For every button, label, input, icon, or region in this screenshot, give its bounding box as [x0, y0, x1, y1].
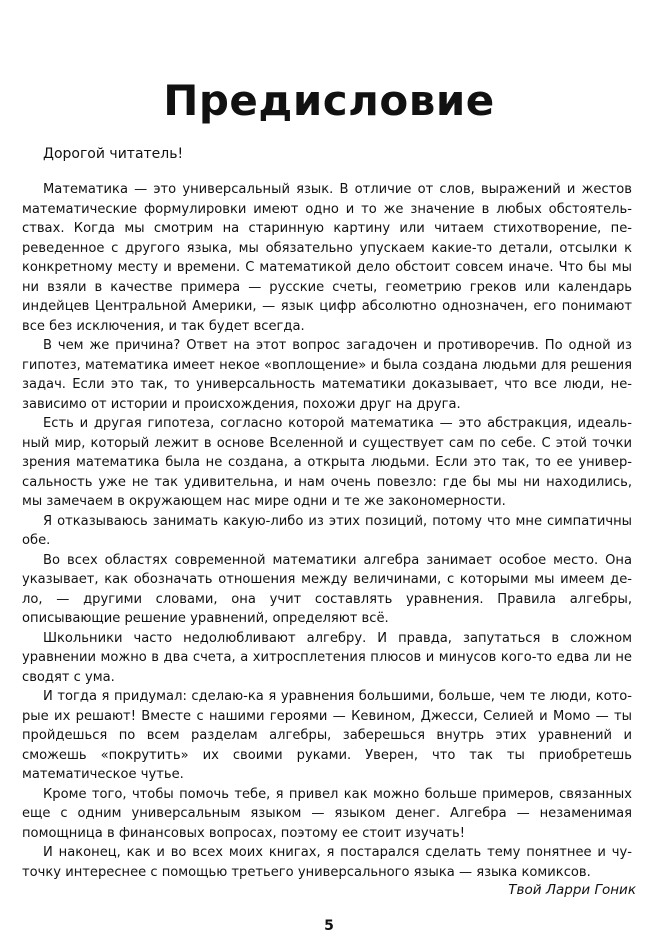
paragraph: И наконец, как и во всех моих книгах, я постарался сделать тему понятнее и чуточку интереснее с помощью третьего универсального языка — языка комиксов.: [22, 845, 632, 880]
paragraph: Во всех областях современной математики алгебра занимает особое место. Она указывает, как обозначать отношения между величинами, с которыми мы имеем дело, — другими словами, она учит составлять уравнения. Правила алгебры, описывающие решение уравнений, определяют всё.: [22, 552, 632, 626]
page-number: 5: [324, 918, 334, 934]
paragraph: Есть и другая гипотеза, согласно которой математика — это абстракция, идеальный мир, который лежит в основе Вселенной и существует сам по себе. С этой точки зрения математика была не создана, а открыта людьми. Если это так, то ее универсальность уже не так удивительна, и нам очень повезло: где бы мы ни находились, мы замечаем в окружающем нас мире одни и те же закономерности.: [22, 416, 632, 509]
paragraph: Кроме того, чтобы помочь тебе, я привел как можно больше примеров, связанных еще с одним универсальным языком — языком денег. Алгебра — незаменимая помощница в финансовых вопросах, поэтому ее стоит изучать!: [22, 786, 632, 841]
paragraph: Школьники часто недолюбливают алгебру. И правда, запутаться в сложном уравнении можно в два счета, а хитросплетения плюсов и минусов кого-то едва ли не сводят с ума.: [22, 630, 632, 685]
paragraph: Я отказываюсь занимать какую-либо из этих позиций, потому что мне симпатичны обе.: [22, 513, 632, 548]
paragraph: В чем же причина? Ответ на этот вопрос загадочен и противоречив. По одной из гипотез, математика имеет некое «воплощение» и была создана людьми для решения задач. Если это так, то универсальность математики доказывает, что все люди, независимо от истории и происхождения, похожи друг на друга.: [22, 338, 632, 412]
paragraph: Математика — это универсальный язык. В отличие от слов, выражений и жестов математические формулировки имеют одно и то же значение в любых обстоятельствах. Когда мы смотрим на старинную картину или читаем стихотворение, переведенное с другого языка, мы обязательно упускаем какие-то детали, отсылки к конкретному месту и времени. С математикой дело обстоит совсем иначе. Что бы мы ни взяли в качестве примера — русские счеты, геометрию греков или календарь индейцев Центральной Америки, — язык цифр абсолютно однозначен, его понимают все без исключения, и так будет всегда.: [22, 182, 632, 334]
signature: Твой Ларри Гоник: [508, 882, 636, 898]
greeting: Дорогой читатель!: [43, 146, 184, 162]
body-text: [22, 180, 632, 882]
page-title: Предисловие: [163, 76, 495, 126]
paragraph: И тогда я придумал: сделаю-ка я уравнения большими, больше, чем те люди, которые их решают! Вместе с нашими героями — Кевином, Джесси, Селией и Момо — ты пройдешься по всем разделам алгебры, заберешься внутрь этих уравнений и сможешь «покрутить» их своими руками. Уверен, что так ты приобретешь математическое чутье.: [22, 689, 632, 782]
